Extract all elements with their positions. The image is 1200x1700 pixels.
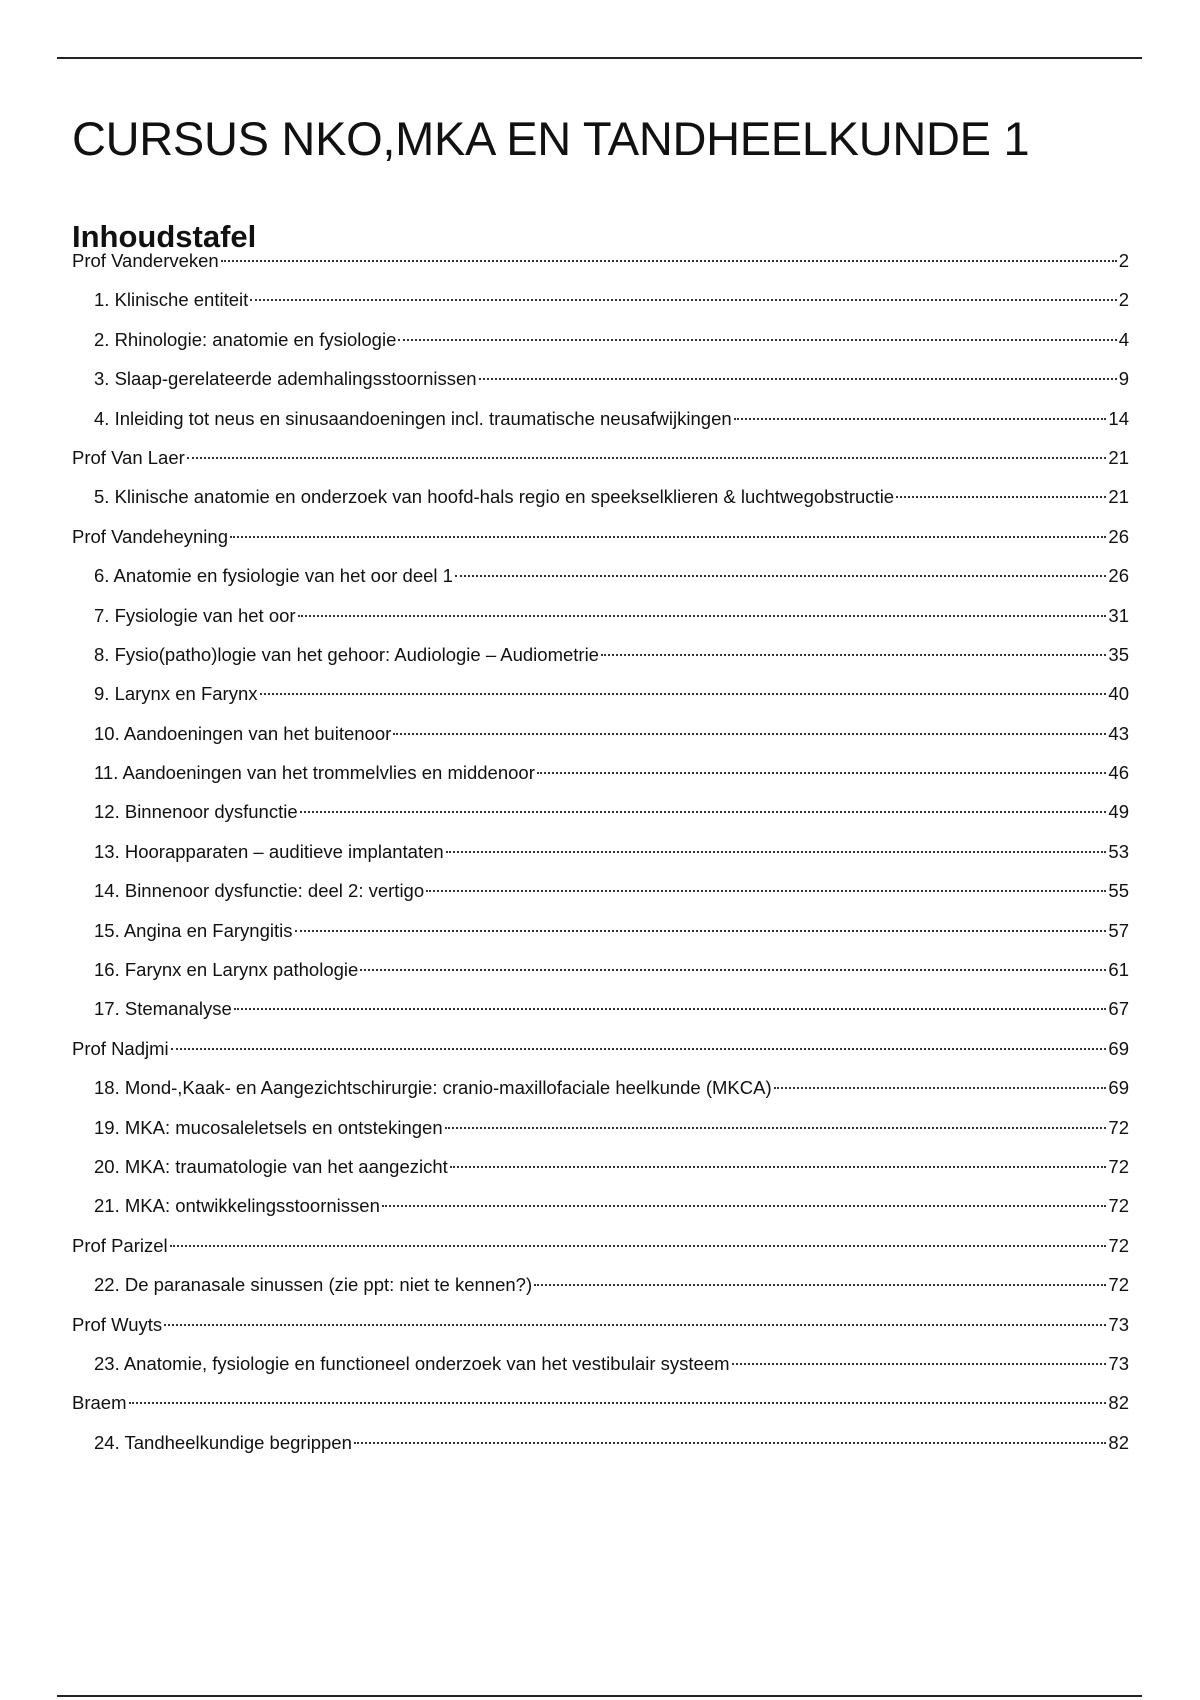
toc-entry-page-number: 67 [1108, 998, 1129, 1020]
top-rule [57, 57, 1142, 59]
toc-dot-leader [601, 654, 1106, 656]
toc-chapter-entry[interactable] [72, 1429, 1129, 1468]
toc-dot-leader [354, 1442, 1107, 1444]
toc-entry-label: 12. Binnenoor dysfunctie [94, 801, 298, 823]
toc-section-entry[interactable] [72, 523, 1129, 562]
toc-entry-page-number: 4 [1118, 328, 1129, 350]
toc-entry-page-number: 49 [1108, 801, 1129, 823]
toc-entry-label: 16. Farynx en Larynx pathologie [94, 959, 359, 981]
toc-dot-leader [171, 1048, 1107, 1050]
toc-entry-page-number: 72 [1108, 1116, 1129, 1138]
toc-section-entry[interactable] [72, 1389, 1129, 1428]
toc-section-entry[interactable] [72, 1035, 1129, 1074]
toc-dot-leader [426, 890, 1106, 892]
toc-chapter-entry[interactable] [72, 286, 1129, 325]
toc-entry-label: Prof Vandeheyning [72, 525, 228, 547]
toc-dot-leader [298, 615, 1107, 617]
toc-entry-page-number: 35 [1108, 643, 1129, 665]
toc-dot-leader [250, 299, 1116, 301]
toc-dot-leader [187, 457, 1107, 459]
toc-chapter-entry[interactable] [72, 680, 1129, 719]
toc-entry-page-number: 73 [1108, 1352, 1129, 1374]
toc-entry-page-number: 26 [1108, 525, 1129, 547]
toc-entry-label: 23. Anatomie, fysiologie en functioneel onderzoek van het vestibulair systeem [94, 1352, 730, 1374]
toc-entry-page-number: 82 [1108, 1431, 1129, 1453]
toc-entry-page-number: 72 [1108, 1155, 1129, 1177]
toc-dot-leader [732, 1363, 1107, 1365]
toc-entry-label: 2. Rhinologie: anatomie en fysiologie [94, 328, 397, 350]
toc-entry-page-number: 61 [1108, 959, 1129, 981]
bottom-rule [57, 1695, 1142, 1697]
toc-entry-page-number: 69 [1108, 1037, 1129, 1059]
toc-entry-label: 8. Fysio(patho)logie van het gehoor: Audiologie – Audiometrie [94, 643, 599, 665]
toc-entry-page-number: 72 [1108, 1274, 1129, 1296]
toc-entry-page-number: 82 [1108, 1392, 1129, 1414]
toc-section-entry[interactable] [72, 1232, 1129, 1271]
toc-entry-label: 3. Slaap-gerelateerde ademhalingsstoornissen [94, 368, 477, 390]
toc-chapter-entry[interactable] [72, 562, 1129, 601]
toc-chapter-entry[interactable] [72, 405, 1129, 444]
toc-chapter-entry[interactable] [72, 720, 1129, 759]
toc-dot-leader [230, 536, 1106, 538]
toc-chapter-entry[interactable] [72, 956, 1129, 995]
toc-entry-label: 24. Tandheelkundige begrippen [94, 1431, 352, 1453]
table-of-contents [72, 247, 1129, 1468]
toc-dot-leader [295, 930, 1107, 932]
toc-entry-page-number: 9 [1118, 368, 1129, 390]
toc-chapter-entry[interactable] [72, 798, 1129, 837]
toc-entry-page-number: 53 [1108, 840, 1129, 862]
toc-entry-label: Prof Wuyts [72, 1313, 163, 1335]
toc-entry-label: 17. Stemanalyse [94, 998, 232, 1020]
toc-dot-leader [450, 1166, 1107, 1168]
toc-chapter-entry[interactable] [72, 641, 1129, 680]
toc-section-entry[interactable] [72, 247, 1129, 286]
toc-dot-leader [234, 1008, 1107, 1010]
toc-chapter-entry[interactable] [72, 917, 1129, 956]
toc-entry-page-number: 46 [1108, 762, 1129, 784]
toc-dot-leader [164, 1324, 1106, 1326]
toc-entry-page-number: 69 [1108, 1077, 1129, 1099]
toc-chapter-entry[interactable] [72, 877, 1129, 916]
toc-entry-page-number: 73 [1108, 1313, 1129, 1335]
toc-chapter-entry[interactable] [72, 1153, 1129, 1192]
toc-chapter-entry[interactable] [72, 1074, 1129, 1113]
toc-dot-leader [537, 772, 1107, 774]
toc-entry-page-number: 21 [1108, 446, 1129, 468]
toc-entry-label: Prof Vanderveken [72, 250, 219, 271]
toc-entry-page-number: 43 [1108, 722, 1129, 744]
toc-entry-label: Braem [72, 1392, 127, 1414]
toc-dot-leader [445, 1127, 1107, 1129]
toc-chapter-entry[interactable] [72, 995, 1129, 1034]
toc-chapter-entry[interactable] [72, 602, 1129, 641]
toc-entry-label: Prof Nadjmi [72, 1037, 169, 1059]
toc-chapter-entry[interactable] [72, 365, 1129, 404]
toc-entry-page-number: 40 [1108, 683, 1129, 705]
toc-entry-label: 21. MKA: ontwikkelingsstoornissen [94, 1195, 380, 1217]
toc-chapter-entry[interactable] [72, 838, 1129, 877]
toc-entry-label: 14. Binnenoor dysfunctie: deel 2: vertigo [94, 880, 425, 902]
toc-entry-page-number: 72 [1108, 1234, 1129, 1256]
toc-entry-label: 19. MKA: mucosaleletsels en ontstekingen [94, 1116, 443, 1138]
toc-dot-leader [534, 1284, 1106, 1286]
toc-entry-page-number: 14 [1108, 407, 1129, 429]
toc-chapter-entry[interactable] [72, 326, 1129, 365]
toc-dot-leader [479, 378, 1117, 380]
toc-entry-label: Prof Parizel [72, 1234, 168, 1256]
toc-entry-label: 1. Klinische entiteit [94, 289, 249, 311]
toc-entry-label: 5. Klinische anatomie en onderzoek van hoofd-hals regio en speekselklieren & luchtwegobstructie [94, 486, 895, 508]
toc-chapter-entry[interactable] [72, 1192, 1129, 1231]
toc-entry-label: Prof Van Laer [72, 446, 185, 468]
toc-entry-label: 7. Fysiologie van het oor [94, 604, 296, 626]
toc-entry-label: 10. Aandoeningen van het buitenoor [94, 722, 392, 744]
toc-dot-leader [170, 1245, 1107, 1247]
toc-entry-label: 22. De paranasale sinussen (zie ppt: niet te kennen?) [94, 1274, 533, 1296]
toc-entry-page-number: 2 [1118, 250, 1129, 271]
toc-dot-leader [455, 575, 1106, 577]
toc-dot-leader [896, 496, 1106, 498]
toc-entry-page-number: 55 [1108, 880, 1129, 902]
toc-dot-leader [734, 418, 1107, 420]
toc-entry-page-number: 26 [1108, 565, 1129, 587]
toc-chapter-entry[interactable] [72, 483, 1129, 522]
toc-dot-leader [446, 851, 1107, 853]
toc-dot-leader [221, 260, 1117, 262]
toc-entry-page-number: 21 [1108, 486, 1129, 508]
toc-section-entry[interactable] [72, 444, 1129, 483]
toc-dot-leader [774, 1087, 1107, 1089]
toc-chapter-entry[interactable] [72, 759, 1129, 798]
toc-entry-label: 11. Aandoeningen van het trommelvlies en middenoor [94, 762, 535, 784]
toc-entry-label: 13. Hoorapparaten – auditieve implantaten [94, 840, 444, 862]
toc-dot-leader [129, 1402, 1107, 1404]
toc-entry-label: 9. Larynx en Farynx [94, 683, 258, 705]
toc-entry-label: 20. MKA: traumatologie van het aangezicht [94, 1155, 448, 1177]
toc-entry-label: 15. Angina en Faryngitis [94, 919, 293, 941]
toc-dot-leader [398, 339, 1116, 341]
toc-heading: Inhoudstafel [72, 218, 257, 254]
document-title: CURSUS NKO,MKA EN TANDHEELKUNDE 1 [72, 112, 1030, 166]
toc-chapter-entry[interactable] [72, 1271, 1129, 1310]
toc-dot-leader [300, 811, 1107, 813]
toc-chapter-entry[interactable] [72, 1114, 1129, 1153]
toc-entry-page-number: 72 [1108, 1195, 1129, 1217]
toc-dot-leader [393, 733, 1106, 735]
toc-dot-leader [260, 693, 1107, 695]
toc-section-entry[interactable] [72, 1311, 1129, 1350]
toc-chapter-entry[interactable] [72, 1350, 1129, 1389]
toc-entry-page-number: 31 [1108, 604, 1129, 626]
toc-dot-leader [382, 1205, 1107, 1207]
toc-entry-page-number: 57 [1108, 919, 1129, 941]
toc-entry-label: 4. Inleiding tot neus en sinusaandoeningen incl. traumatische neusafwijkingen [94, 407, 732, 429]
toc-entry-label: 18. Mond-,Kaak- en Aangezichtschirurgie: cranio-maxillofaciale heelkunde (MKCA) [94, 1077, 772, 1099]
toc-dot-leader [360, 969, 1106, 971]
toc-entry-label: 6. Anatomie en fysiologie van het oor deel 1 [94, 565, 453, 587]
toc-entry-page-number: 2 [1118, 289, 1129, 311]
